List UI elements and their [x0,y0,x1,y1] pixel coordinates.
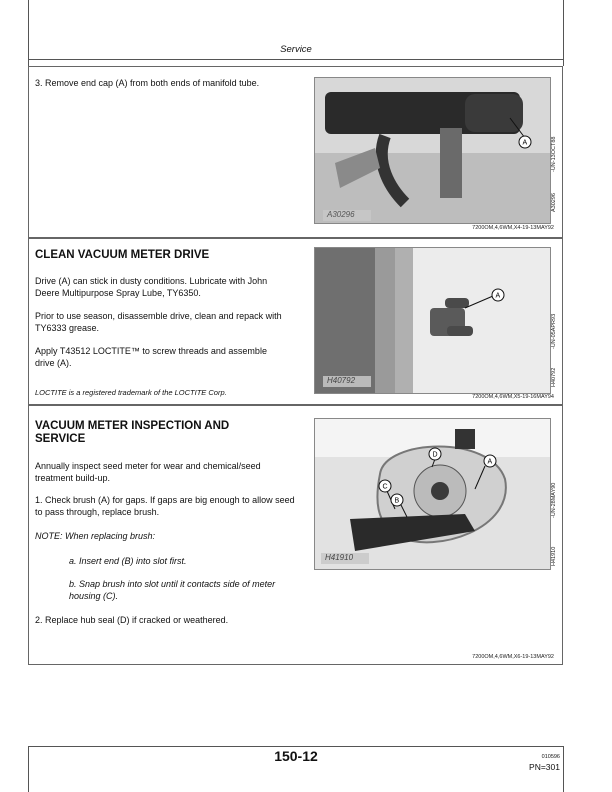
figure-id-vertical: A30296 [551,193,557,212]
callout-b: B [394,497,400,505]
figure-date-vertical: -UN-13OCT88 [551,136,557,172]
substep-a: a. Insert end (B) into slot first. [69,556,187,566]
step-remove-end-cap: 3. Remove end cap (A) from both ends of manifold tube. [35,78,260,88]
paragraph-2: Prior to use season, disassemble drive, clean and repack with TY6333 grease. [35,311,282,333]
callout-a: A [487,458,493,466]
section-clean-vacuum-meter-drive [28,238,563,405]
note-replacing-brush: NOTE: When replacing brush: [35,531,156,541]
figure-manifold-tube [314,77,551,224]
footer-rule [28,746,563,747]
callout-a: A [522,139,528,147]
footer-pn: PN=301 [529,762,560,772]
page-frame-left [28,0,29,66]
page-number: 150-12 [274,748,318,764]
footer-code: 010596 [541,754,560,760]
reference-code: 7200OM,4,6WM,X5-19-16MAY94 [472,394,554,400]
reference-code: 7200OM,4,6WM,X6-19-13MAY92 [472,654,554,660]
paragraph-3: Apply T43512 LOCTITE™ to screw threads and assemble drive (A). [35,346,267,368]
heading-inspection: VACUUM METER INSPECTION AND SERVICE [35,420,230,445]
section-remove-end-cap [28,66,563,238]
figure-seed-meter [314,418,551,570]
step-replace-hub-seal: 2. Replace hub seal (D) if cracked or weathered. [35,615,229,625]
running-header: Service [280,44,312,55]
callout-c: C [382,483,388,491]
figure-meter-drive [314,247,551,394]
figure-stamp: A30296 [327,210,355,219]
figure-stamp: H41910 [325,553,354,562]
intro-paragraph: Annually inspect seed meter for wear and chemical/seed treatment build-up. [35,461,261,483]
figure-date-vertical: -UN-05APR93 [551,313,557,349]
page-frame-right [563,0,564,66]
figure-stamp: H40792 [327,376,356,385]
heading-clean-drive: CLEAN VACUUM METER DRIVE [35,249,210,261]
substep-b: b. Snap brush into slot until it contacts side of meter housing (C). [69,579,276,601]
figure-id-vertical: H40792 [551,367,557,387]
callout-a: A [495,292,501,300]
figure-id-vertical: H41910 [551,546,557,566]
section-vacuum-meter-inspection [28,405,563,665]
callout-d: D [432,451,438,459]
trademark-footnote: LOCTITE is a registered trademark of the LOCTITE Corp. [35,388,227,397]
reference-code: 7200OM,4,6WM,X4-19-13MAY92 [472,225,554,231]
paragraph-1: Drive (A) can stick in dusty conditions. Lubricate with John Deere Multipurpose Spray Lube, TY6350. [35,276,268,298]
figure-date-vertical: -UN-28MAY90 [551,482,557,518]
step-check-brush: 1. Check brush (A) for gaps. If gaps are big enough to allow seed to pass through, replace brush. [35,495,295,517]
header-rule [28,59,563,60]
